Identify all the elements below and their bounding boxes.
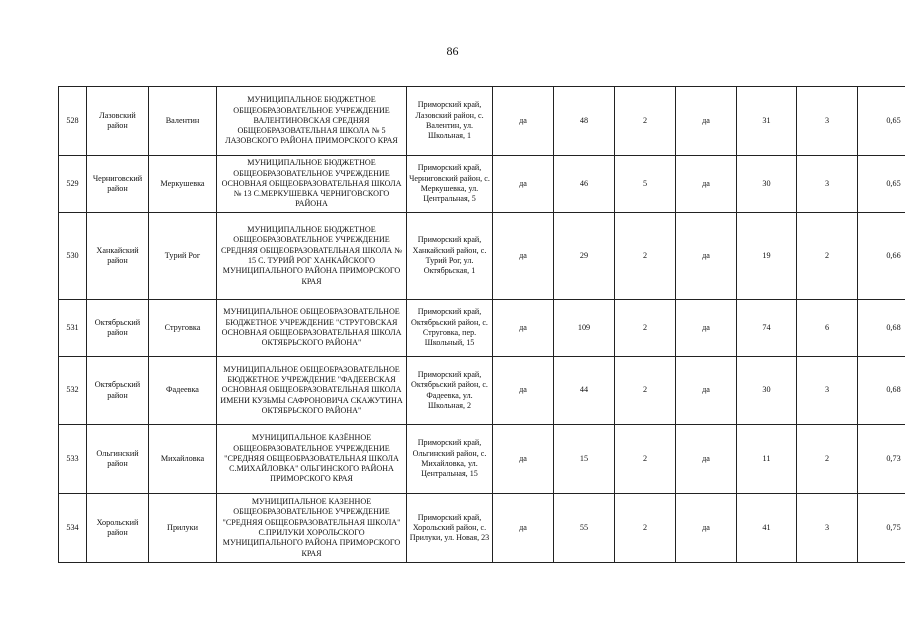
coefficient-cell: 0,65 xyxy=(858,156,905,213)
count3-cell: 41 xyxy=(737,494,797,563)
institution-cell: МУНИЦИПАЛЬНОЕ ОБЩЕОБРАЗОВАТЕЛЬНОЕ БЮДЖЕТНОЕ УЧРЕЖДЕНИЕ "СТРУГОВСКАЯ ОСНОВНАЯ ОБЩЕОБРАЗОВАТЕЛЬНАЯ ШКОЛА ОКТЯБРЬСКОГО РАЙОНА" xyxy=(217,300,407,357)
institution-cell: МУНИЦИПАЛЬНОЕ БЮДЖЕТНОЕ ОБЩЕОБРАЗОВАТЕЛЬНОЕ УЧРЕЖДЕНИЕ ОСНОВНАЯ ОБЩЕОБРАЗОВАТЕЛЬНАЯ ШКОЛА № 13 С.МЕРКУШЕВКА ЧЕРНИГОВСКОГО РАЙОНА xyxy=(217,156,407,213)
flag1-cell: да xyxy=(493,156,554,213)
row-number: 531 xyxy=(59,300,87,357)
row-number: 528 xyxy=(59,87,87,156)
count3-cell: 30 xyxy=(737,156,797,213)
table-row xyxy=(59,87,905,156)
locality-cell: Валентин xyxy=(149,87,217,156)
count2-cell: 2 xyxy=(615,300,676,357)
district-cell: Лазовский район xyxy=(87,87,149,156)
address-cell: Приморский край, Хорольский район, с. Прилуки, ул. Новая, 23 xyxy=(407,494,493,563)
count1-cell: 55 xyxy=(554,494,615,563)
table-row xyxy=(59,213,905,300)
district-cell: Черниговский район xyxy=(87,156,149,213)
institution-cell: МУНИЦИПАЛЬНОЕ ОБЩЕОБРАЗОВАТЕЛЬНОЕ БЮДЖЕТНОЕ УЧРЕЖДЕНИЕ "ФАДЕЕВСКАЯ ОСНОВНАЯ ОБЩЕОБРАЗОВАТЕЛЬНАЯ ШКОЛА ИМЕНИ КУЗЬМЫ САФРОНОВИЧА СКАЖУТИНА ОКТЯБРЬСКОГО РАЙОНА" xyxy=(217,357,407,425)
row-number: 532 xyxy=(59,357,87,425)
row-number: 530 xyxy=(59,213,87,300)
count1-cell: 48 xyxy=(554,87,615,156)
coefficient-cell: 0,73 xyxy=(858,425,905,494)
flag2-cell: да xyxy=(676,357,737,425)
schools-table xyxy=(58,86,905,563)
count1-cell: 15 xyxy=(554,425,615,494)
address-cell: Приморский край, Ольгинский район, с. Михайловка, ул. Центральная, 15 xyxy=(407,425,493,494)
count1-cell: 46 xyxy=(554,156,615,213)
count2-cell: 2 xyxy=(615,425,676,494)
coefficient-cell: 0,68 xyxy=(858,357,905,425)
address-cell: Приморский край, Ханкайский район, с. Турий Рог, ул. Октябрьская, 1 xyxy=(407,213,493,300)
district-cell: Ольгинский район xyxy=(87,425,149,494)
flag1-cell: да xyxy=(493,87,554,156)
count2-cell: 2 xyxy=(615,87,676,156)
count4-cell: 3 xyxy=(797,156,858,213)
table-row xyxy=(59,494,905,563)
district-cell: Ханкайский район xyxy=(87,213,149,300)
address-cell: Приморский край, Октябрьский район, с. Фадеевка, ул. Школьная, 2 xyxy=(407,357,493,425)
row-number: 534 xyxy=(59,494,87,563)
locality-cell: Михайловка xyxy=(149,425,217,494)
flag1-cell: да xyxy=(493,425,554,494)
count2-cell: 5 xyxy=(615,156,676,213)
flag2-cell: да xyxy=(676,300,737,357)
institution-cell: МУНИЦИПАЛЬНОЕ КАЗЁННОЕ ОБЩЕОБРАЗОВАТЕЛЬНОЕ УЧРЕЖДЕНИЕ "СРЕДНЯЯ ОБЩЕОБРАЗОВАТЕЛЬНАЯ ШКОЛА С.МИХАЙЛОВКА" ОЛЬГИНСКОГО РАЙОНА ПРИМОРСКОГО КРАЯ xyxy=(217,425,407,494)
count4-cell: 3 xyxy=(797,357,858,425)
count3-cell: 30 xyxy=(737,357,797,425)
count1-cell: 109 xyxy=(554,300,615,357)
institution-cell: МУНИЦИПАЛЬНОЕ БЮДЖЕТНОЕ ОБЩЕОБРАЗОВАТЕЛЬНОЕ УЧРЕЖДЕНИЕ СРЕДНЯЯ ОБЩЕОБРАЗОВАТЕЛЬНАЯ ШКОЛА № 15 С. ТУРИЙ РОГ ХАНКАЙСКОГО МУНИЦИПАЛЬНОГО РАЙОНА ПРИМОРСКОГО КРАЯ xyxy=(217,213,407,300)
flag2-cell: да xyxy=(676,425,737,494)
count2-cell: 2 xyxy=(615,494,676,563)
institution-cell: МУНИЦИПАЛЬНОЕ КАЗЕННОЕ ОБЩЕОБРАЗОВАТЕЛЬНОЕ УЧРЕЖДЕНИЕ "СРЕДНЯЯ ОБЩЕОБРАЗОВАТЕЛЬНАЯ ШКОЛА" С.ПРИЛУКИ ХОРОЛЬСКОГО МУНИЦИПАЛЬНОГО РАЙОНА ПРИМОРСКОГО КРАЯ xyxy=(217,494,407,563)
coefficient-cell: 0,66 xyxy=(858,213,905,300)
count3-cell: 74 xyxy=(737,300,797,357)
table-row xyxy=(59,357,905,425)
district-cell: Октябрьский район xyxy=(87,300,149,357)
count2-cell: 2 xyxy=(615,357,676,425)
count2-cell: 2 xyxy=(615,213,676,300)
table-row xyxy=(59,156,905,213)
coefficient-cell: 0,75 xyxy=(858,494,905,563)
count4-cell: 2 xyxy=(797,425,858,494)
table-row xyxy=(59,300,905,357)
count3-cell: 19 xyxy=(737,213,797,300)
flag1-cell: да xyxy=(493,300,554,357)
table-row xyxy=(59,425,905,494)
row-number: 529 xyxy=(59,156,87,213)
locality-cell: Струговка xyxy=(149,300,217,357)
flag2-cell: да xyxy=(676,213,737,300)
flag2-cell: да xyxy=(676,87,737,156)
count1-cell: 44 xyxy=(554,357,615,425)
address-cell: Приморский край, Лазовский район, с. Валентин, ул. Школьная, 1 xyxy=(407,87,493,156)
flag1-cell: да xyxy=(493,494,554,563)
address-cell: Приморский край, Черниговский район, с. Меркушевка, ул. Центральная, 5 xyxy=(407,156,493,213)
count4-cell: 6 xyxy=(797,300,858,357)
count4-cell: 2 xyxy=(797,213,858,300)
count3-cell: 11 xyxy=(737,425,797,494)
flag2-cell: да xyxy=(676,156,737,213)
count4-cell: 3 xyxy=(797,494,858,563)
district-cell: Хорольский район xyxy=(87,494,149,563)
locality-cell: Меркушевка xyxy=(149,156,217,213)
page-number: 86 xyxy=(446,44,459,58)
locality-cell: Турий Рог xyxy=(149,213,217,300)
count4-cell: 3 xyxy=(797,87,858,156)
locality-cell: Фадеевка xyxy=(149,357,217,425)
flag1-cell: да xyxy=(493,357,554,425)
institution-cell: МУНИЦИПАЛЬНОЕ БЮДЖЕТНОЕ ОБЩЕОБРАЗОВАТЕЛЬНОЕ УЧРЕЖДЕНИЕ ВАЛЕНТИНОВСКАЯ СРЕДНЯЯ ОБЩЕОБРАЗОВАТЕЛЬНАЯ ШКОЛА № 5 ЛАЗОВСКОГО РАЙОНА ПРИМОРСКОГО КРАЯ xyxy=(217,87,407,156)
count3-cell: 31 xyxy=(737,87,797,156)
flag2-cell: да xyxy=(676,494,737,563)
coefficient-cell: 0,68 xyxy=(858,300,905,357)
flag1-cell: да xyxy=(493,213,554,300)
count1-cell: 29 xyxy=(554,213,615,300)
district-cell: Октябрьский район xyxy=(87,357,149,425)
address-cell: Приморский край, Октябрьский район, с. Струговка, пер. Школьный, 15 xyxy=(407,300,493,357)
coefficient-cell: 0,65 xyxy=(858,87,905,156)
row-number: 533 xyxy=(59,425,87,494)
locality-cell: Прилуки xyxy=(149,494,217,563)
